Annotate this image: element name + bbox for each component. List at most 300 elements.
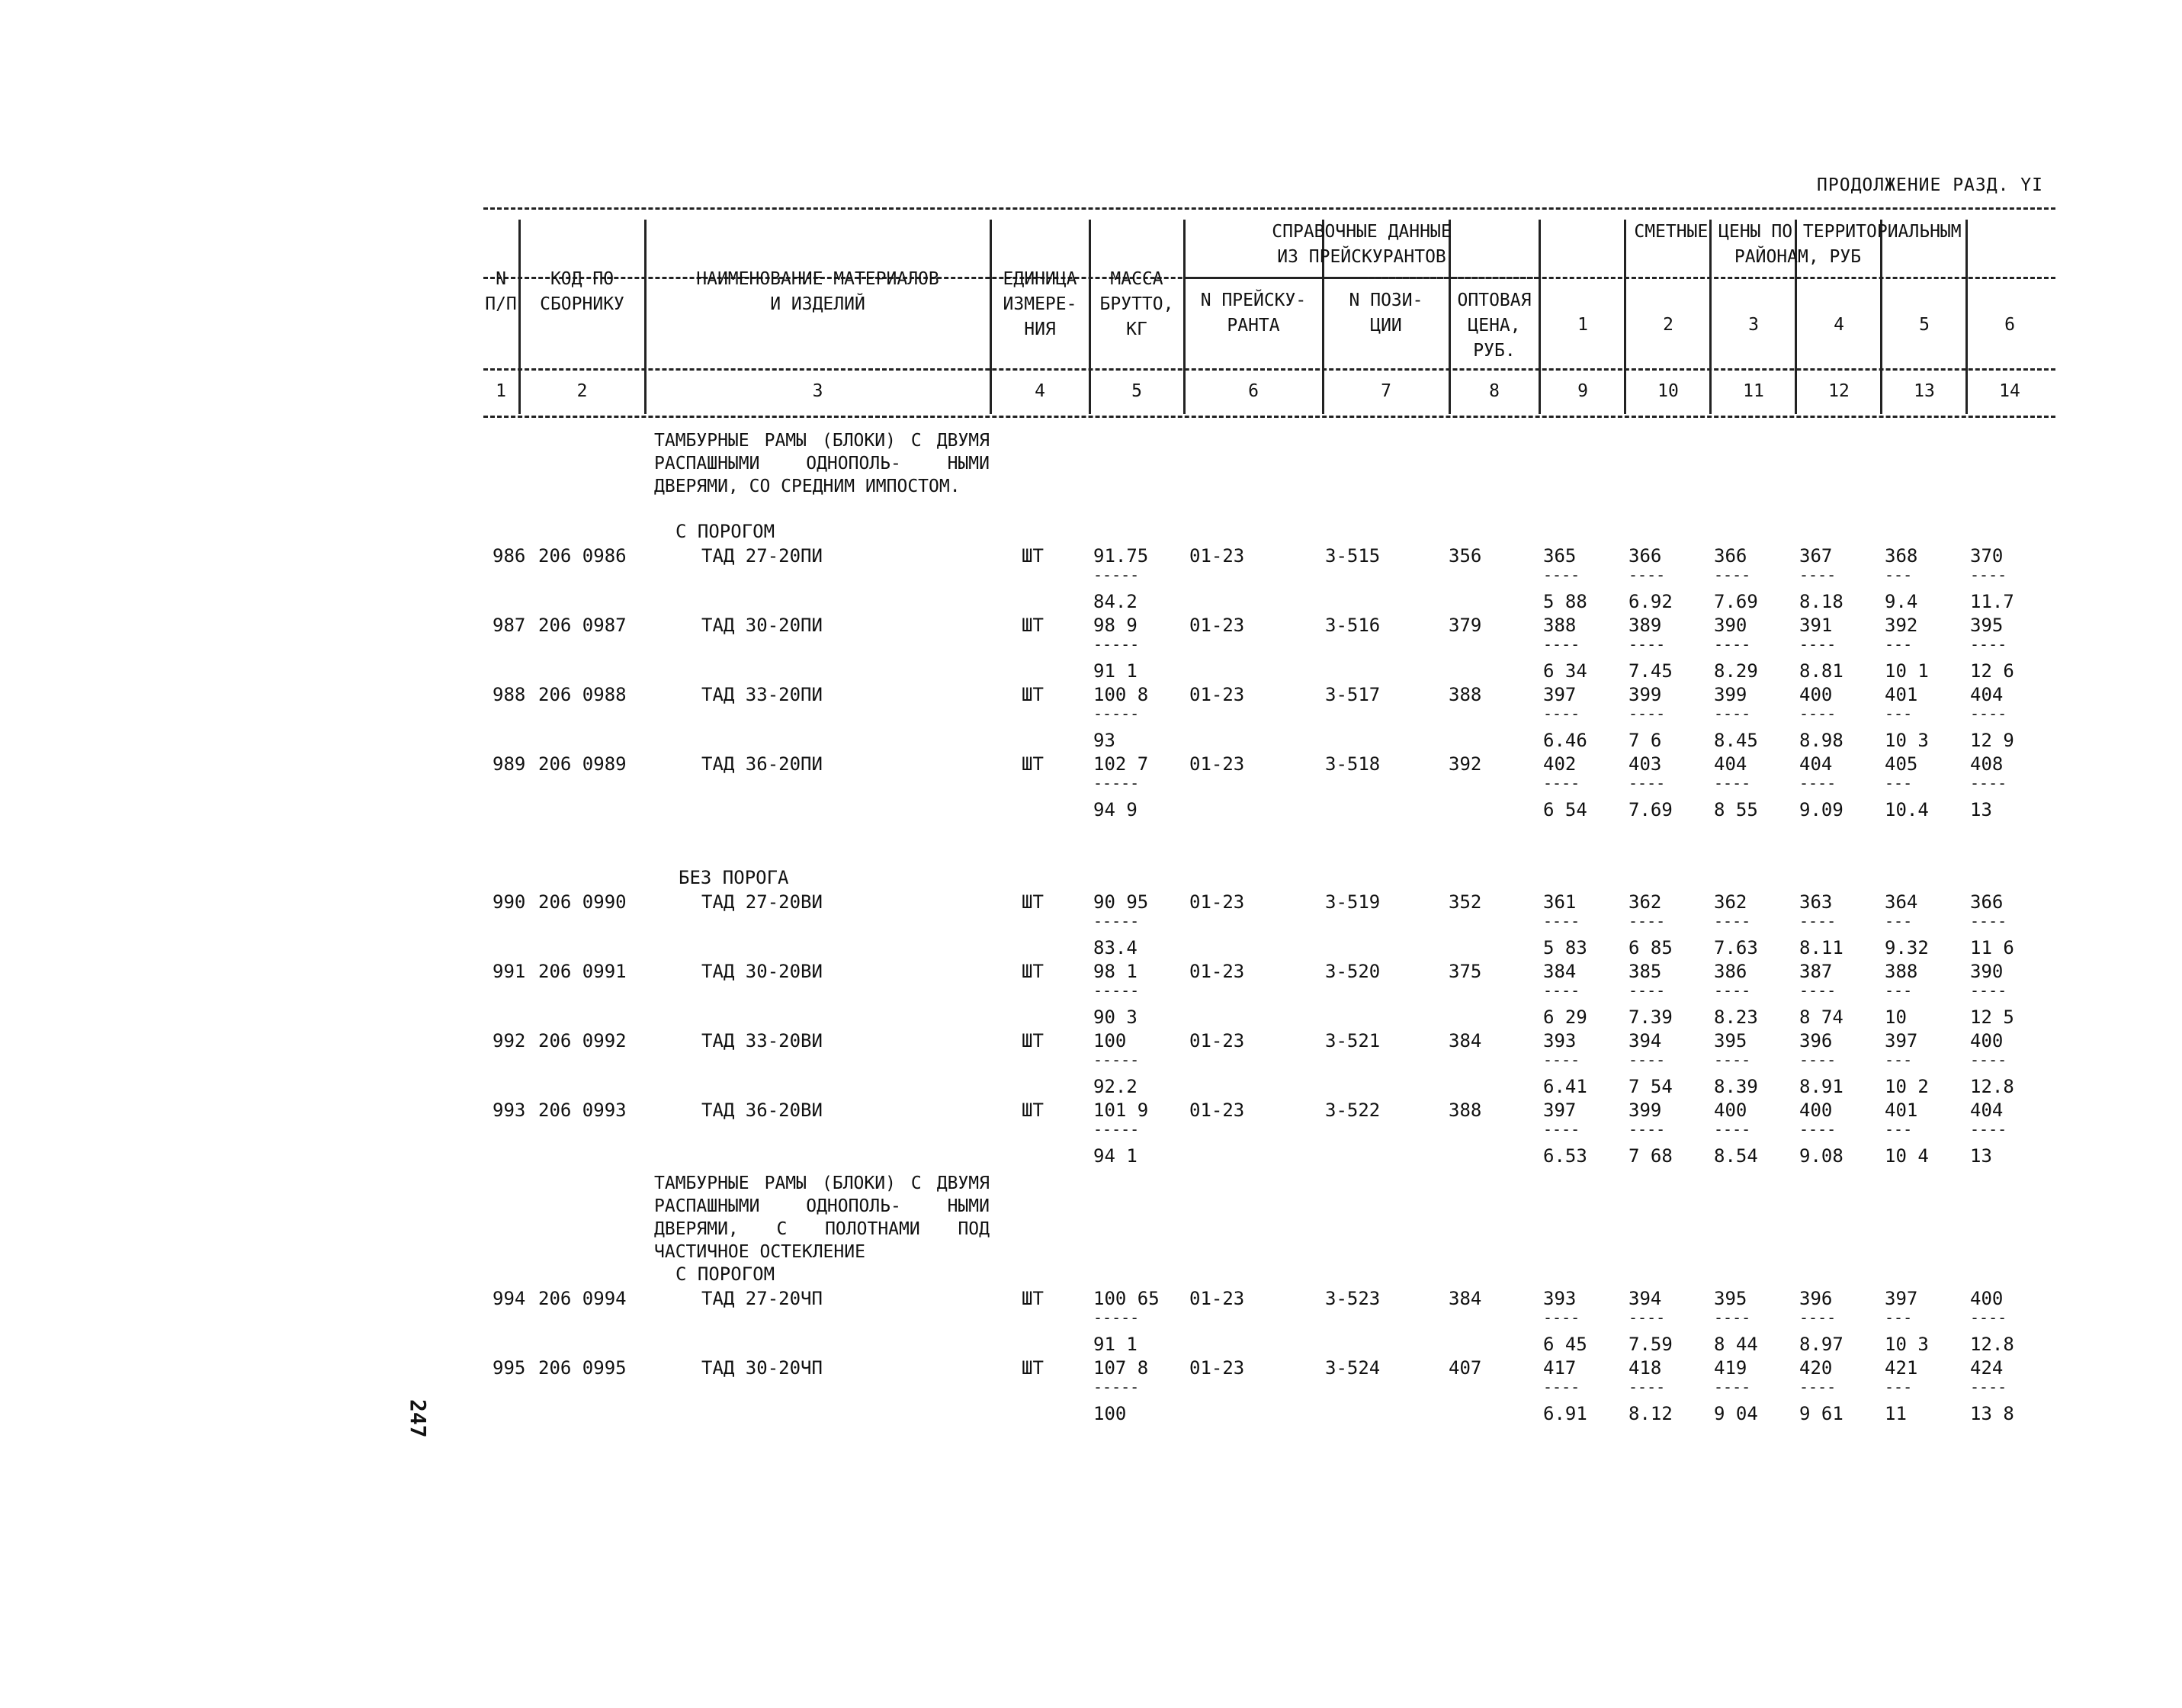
row-code: 206 0994 [538,1288,627,1309]
district-price-bottom: 8.54 [1714,1145,1758,1167]
district-price-bottom: 9.08 [1799,1145,1843,1167]
district-price-top: 384 [1543,961,1577,982]
district-price-top: 400 [1970,1030,2004,1051]
row-price: 384 [1449,1030,1482,1051]
district-price-bottom: 12 5 [1970,1006,2014,1028]
page-number: 247 [406,1399,431,1438]
district-price-bottom: 7 6 [1628,730,1662,751]
district-divider: ---- [1799,981,1837,1000]
row-unit: ШТ [1022,545,1044,567]
district-price-bottom: 10 [1885,1006,1907,1028]
district-divider: ---- [1970,1308,2007,1327]
district-divider: ---- [1714,912,1751,930]
row-price: 352 [1449,891,1482,913]
district-price-bottom: 6 34 [1543,660,1587,682]
district-divider: ---- [1628,1308,1666,1327]
district-divider: ---- [1628,774,1666,792]
row-position: 3-520 [1325,961,1381,982]
district-price-bottom: 9 61 [1799,1403,1843,1424]
row-position: 3-524 [1325,1357,1381,1379]
district-price-bottom: 7.69 [1714,591,1758,612]
col-header-district: 2 [1663,315,1673,335]
district-price-top: 388 [1885,961,1918,982]
district-price-top: 403 [1628,753,1662,775]
row-code: 206 0990 [538,891,627,913]
row-name: ТАД 30-20ПИ [701,615,823,636]
district-divider: --- [1885,566,1913,584]
row-code: 206 0993 [538,1100,627,1121]
district-divider: ---- [1799,566,1837,584]
row-name: ТАД 33-20ПИ [701,684,823,705]
col-header-mass: МАССА БРУТТО, КГ [1099,269,1174,339]
district-divider: ---- [1970,1120,2007,1138]
row-mass-top: 107 8 [1093,1357,1149,1379]
row-name: ТАД 30-20ЧП [701,1357,823,1379]
district-divider: ---- [1970,1378,2007,1396]
row-pricelist: 01-23 [1189,1357,1245,1379]
district-price-top: 366 [1714,545,1747,567]
section-title: ТАМБУРНЫЕ РАМЫ (БЛОКИ) С ДВУМЯ РАСПАШНЫМИ ОДНОПОЛЬ- НЫМИ ДВЕРЯМИ, СО СРЕДНИМ ИМПОСТОМ. [654,431,990,496]
row-position: 3-515 [1325,545,1381,567]
district-divider: ---- [1714,1308,1751,1327]
mass-divider: ----- [1093,705,1140,723]
column-number: 8 [1489,381,1500,401]
row-number: 989 [493,753,526,775]
district-price-top: 393 [1543,1288,1577,1309]
row-mass-top: 90 95 [1093,891,1149,913]
district-price-top: 365 [1543,545,1577,567]
district-price-top: 394 [1628,1030,1662,1051]
district-price-top: 400 [1799,684,1833,705]
district-divider: ---- [1628,705,1666,723]
row-number: 988 [493,684,526,705]
row-price: 384 [1449,1288,1482,1309]
district-price-bottom: 5 88 [1543,591,1587,612]
row-mass-bottom: 100 [1093,1403,1127,1424]
row-mass-top: 100 [1093,1030,1127,1051]
district-price-top: 397 [1543,684,1577,705]
row-name: ТАД 36-20ПИ [701,753,823,775]
district-price-top: 404 [1970,1100,2004,1121]
row-position: 3-519 [1325,891,1381,913]
district-price-bottom: 8.29 [1714,660,1758,682]
column-number: 4 [1035,381,1045,401]
district-price-bottom: 8.81 [1799,660,1843,682]
district-price-bottom: 6 54 [1543,799,1587,820]
row-number: 993 [493,1100,526,1121]
district-divider: ---- [1543,705,1580,723]
row-mass-bottom: 93 [1093,730,1115,751]
district-price-top: 421 [1885,1357,1918,1379]
district-price-top: 388 [1543,615,1577,636]
row-position: 3-517 [1325,684,1381,705]
row-price: 392 [1449,753,1482,775]
district-divider: ---- [1799,774,1837,792]
col-header-district: 1 [1577,315,1588,335]
mass-divider: ----- [1093,1378,1140,1396]
district-price-top: 397 [1885,1030,1918,1051]
row-position: 3-518 [1325,753,1381,775]
col-header-n: N П/П [485,269,517,314]
district-price-bottom: 12 6 [1970,660,2014,682]
district-price-bottom: 7.59 [1628,1334,1673,1355]
subsection-title: С ПОРОГОМ [675,1263,775,1285]
district-price-bottom: 12 9 [1970,730,2014,751]
district-price-bottom: 6.46 [1543,730,1587,751]
district-divider: ---- [1714,981,1751,1000]
district-price-bottom: 8.39 [1714,1076,1758,1097]
col-header-district: 4 [1834,315,1844,335]
district-price-bottom: 13 [1970,799,1992,820]
district-divider: ---- [1628,566,1666,584]
row-number: 986 [493,545,526,567]
district-price-bottom: 6.53 [1543,1145,1587,1167]
district-divider: ---- [1543,1051,1580,1069]
district-price-top: 397 [1543,1100,1577,1121]
mass-divider: ----- [1093,1051,1140,1069]
row-mass-bottom: 92.2 [1093,1076,1138,1097]
district-price-top: 397 [1885,1288,1918,1309]
column-number: 1 [496,381,506,401]
column-number: 12 [1828,381,1850,401]
row-name: ТАД 27-20ВИ [701,891,823,913]
column-number: 11 [1743,381,1764,401]
district-price-top: 387 [1799,961,1833,982]
row-name: ТАД 27-20ЧП [701,1288,823,1309]
district-divider: ---- [1970,912,2007,930]
district-price-bottom: 10 4 [1885,1145,1929,1167]
district-price-bottom: 12.8 [1970,1334,2014,1355]
district-price-top: 389 [1628,615,1662,636]
mass-divider: ----- [1093,981,1140,1000]
district-price-bottom: 8.23 [1714,1006,1758,1028]
district-price-top: 362 [1628,891,1662,913]
district-price-bottom: 9.09 [1799,799,1843,820]
row-mass-bottom: 83.4 [1093,937,1138,958]
col-header-wholesale: ОПТОВАЯ ЦЕНА, РУБ. [1457,291,1532,361]
district-divider: ---- [1714,774,1751,792]
row-number: 992 [493,1030,526,1051]
district-price-top: 400 [1799,1100,1833,1121]
district-divider: ---- [1714,635,1751,653]
district-divider: ---- [1543,1120,1580,1138]
row-number: 990 [493,891,526,913]
row-mass-bottom: 90 3 [1093,1006,1138,1028]
row-price: 388 [1449,1100,1482,1121]
district-price-bottom: 6 29 [1543,1006,1587,1028]
row-pricelist: 01-23 [1189,1288,1245,1309]
district-price-top: 399 [1628,1100,1662,1121]
district-divider: ---- [1714,566,1751,584]
district-price-top: 396 [1799,1288,1833,1309]
district-divider: ---- [1543,774,1580,792]
district-divider: --- [1885,1308,1913,1327]
row-unit: ШТ [1022,1357,1044,1379]
district-divider: ---- [1714,1051,1751,1069]
row-mass-bottom: 94 1 [1093,1145,1138,1167]
district-price-top: 366 [1628,545,1662,567]
district-price-bottom: 7.69 [1628,799,1673,820]
district-price-bottom: 8.12 [1628,1403,1673,1424]
district-divider: ---- [1799,912,1837,930]
row-mass-bottom: 91 1 [1093,1334,1138,1355]
district-divider: --- [1885,705,1913,723]
row-number: 994 [493,1288,526,1309]
district-price-bottom: 6.92 [1628,591,1673,612]
row-pricelist: 01-23 [1189,961,1245,982]
column-number: 14 [1999,381,2020,401]
district-divider: --- [1885,912,1913,930]
row-position: 3-523 [1325,1288,1381,1309]
row-price: 388 [1449,684,1482,705]
district-divider: ---- [1543,566,1580,584]
col-header-district: 5 [1919,315,1930,335]
district-divider: ---- [1543,981,1580,1000]
row-pricelist: 01-23 [1189,615,1245,636]
district-price-top: 395 [1714,1030,1747,1051]
district-price-top: 404 [1970,684,2004,705]
row-pricelist: 01-23 [1189,545,1245,567]
district-divider: ---- [1714,1378,1751,1396]
district-divider: ---- [1628,1378,1666,1396]
district-price-top: 401 [1885,684,1918,705]
section-title: ТАМБУРНЫЕ РАМЫ (БЛОКИ) С ДВУМЯ РАСПАШНЫМИ ОДНОПОЛЬ- НЫМИ ДВЕРЯМИ, С ПОЛОТНАМИ ПОД ЧАСТИЧНОЕ ОСТЕКЛЕНИЕ [654,1173,990,1262]
district-price-top: 363 [1799,891,1833,913]
district-price-top: 420 [1799,1357,1833,1379]
row-unit: ШТ [1022,684,1044,705]
subsection-title: С ПОРОГОМ [675,521,775,542]
district-price-top: 424 [1970,1357,2004,1379]
district-price-bottom: 13 [1970,1145,1992,1167]
district-price-top: 366 [1970,891,2004,913]
district-price-bottom: 11 6 [1970,937,2014,958]
row-position: 3-521 [1325,1030,1381,1051]
row-position: 3-516 [1325,615,1381,636]
district-divider: ---- [1543,1308,1580,1327]
row-mass-top: 91.75 [1093,545,1149,567]
district-price-top: 419 [1714,1357,1747,1379]
district-price-top: 395 [1714,1288,1747,1309]
mass-divider: ----- [1093,1120,1140,1138]
row-unit: ШТ [1022,1100,1044,1121]
col-header-est-group: СМЕТНЫЕ ЦЕНЫ ПО ТЕРРИТОРИАЛЬНЫМ РАЙОНАМ, РУБ [1634,222,1962,267]
district-price-bottom: 6.41 [1543,1076,1587,1097]
district-price-top: 400 [1970,1288,2004,1309]
district-divider: ---- [1628,1051,1666,1069]
row-mass-top: 98 1 [1093,961,1138,982]
district-price-bottom: 8.45 [1714,730,1758,751]
district-price-top: 364 [1885,891,1918,913]
district-price-bottom: 10 2 [1885,1076,1929,1097]
row-number: 995 [493,1357,526,1379]
district-divider: --- [1885,1051,1913,1069]
district-divider: ---- [1799,1308,1837,1327]
district-price-bottom: 8.11 [1799,937,1843,958]
row-name: ТАД 36-20ВИ [701,1100,823,1121]
district-divider: ---- [1799,705,1837,723]
mass-divider: ----- [1093,1308,1140,1327]
row-mass-bottom: 84.2 [1093,591,1138,612]
district-divider: ---- [1799,1120,1837,1138]
row-number: 991 [493,961,526,982]
district-price-top: 418 [1628,1357,1662,1379]
table-rule [483,207,2055,210]
district-price-top: 370 [1970,545,2004,567]
column-number: 10 [1657,381,1679,401]
district-price-bottom: 13 8 [1970,1403,2014,1424]
district-price-bottom: 8 74 [1799,1006,1843,1028]
district-divider: --- [1885,1378,1913,1396]
district-divider: ---- [1970,705,2007,723]
row-unit: ШТ [1022,1030,1044,1051]
district-price-top: 399 [1714,684,1747,705]
column-number: 13 [1914,381,1935,401]
row-number: 987 [493,615,526,636]
district-price-bottom: 10 1 [1885,660,1929,682]
row-unit: ШТ [1022,615,1044,636]
district-price-bottom: 11.7 [1970,591,2014,612]
district-price-bottom: 8 55 [1714,799,1758,820]
district-price-bottom: 6.91 [1543,1403,1587,1424]
col-header-position: N ПОЗИ- ЦИИ [1349,291,1423,336]
row-mass-bottom: 91 1 [1093,660,1138,682]
district-price-top: 404 [1714,753,1747,775]
mass-divider: ----- [1093,912,1140,930]
district-price-top: 402 [1543,753,1577,775]
subsection-title: БЕЗ ПОРОГА [679,867,789,888]
district-divider: --- [1885,1120,1913,1138]
row-mass-top: 102 7 [1093,753,1149,775]
district-price-bottom: 7 54 [1628,1076,1673,1097]
district-price-top: 390 [1714,615,1747,636]
district-divider: ---- [1543,1378,1580,1396]
district-price-bottom: 12.8 [1970,1076,2014,1097]
row-price: 375 [1449,961,1482,982]
row-pricelist: 01-23 [1189,684,1245,705]
row-mass-top: 100 65 [1093,1288,1160,1309]
district-price-top: 408 [1970,753,2004,775]
district-price-top: 401 [1885,1100,1918,1121]
row-mass-top: 101 9 [1093,1100,1149,1121]
district-price-top: 390 [1970,961,2004,982]
district-price-bottom: 6 85 [1628,937,1673,958]
column-number: 7 [1381,381,1391,401]
mass-divider: ----- [1093,635,1140,653]
district-divider: ---- [1799,1051,1837,1069]
district-price-bottom: 8 44 [1714,1334,1758,1355]
district-price-bottom: 8.97 [1799,1334,1843,1355]
district-price-bottom: 8.91 [1799,1076,1843,1097]
row-pricelist: 01-23 [1189,1030,1245,1051]
row-mass-bottom: 94 9 [1093,799,1138,820]
district-price-bottom: 7.63 [1714,937,1758,958]
mass-divider: ----- [1093,566,1140,584]
district-price-top: 385 [1628,961,1662,982]
district-price-top: 393 [1543,1030,1577,1051]
col-header-ref-group: СПРАВОЧНЫЕ ДАННЫЕ ИЗ ПРЕЙСКУРАНТОВ [1272,222,1452,267]
district-divider: ---- [1970,635,2007,653]
column-number: 5 [1131,381,1142,401]
district-divider: ---- [1543,635,1580,653]
district-divider: --- [1885,981,1913,1000]
district-divider: ---- [1970,774,2007,792]
row-price: 407 [1449,1357,1482,1379]
district-divider: ---- [1970,981,2007,1000]
col-header-district: 6 [2004,315,2015,335]
district-price-top: 367 [1799,545,1833,567]
district-divider: ---- [1628,981,1666,1000]
row-unit: ШТ [1022,891,1044,913]
district-price-top: 361 [1543,891,1577,913]
district-price-bottom: 11 [1885,1403,1907,1424]
district-divider: ---- [1799,1378,1837,1396]
district-price-top: 392 [1885,615,1918,636]
row-code: 206 0988 [538,684,627,705]
row-mass-top: 98 9 [1093,615,1138,636]
row-code: 206 0989 [538,753,627,775]
row-price: 379 [1449,615,1482,636]
district-price-bottom: 10.4 [1885,799,1929,820]
district-price-bottom: 9.4 [1885,591,1918,612]
district-divider: --- [1885,774,1913,792]
column-number: 3 [812,381,823,401]
district-divider: ---- [1628,912,1666,930]
district-price-bottom: 7.45 [1628,660,1673,682]
district-price-top: 394 [1628,1288,1662,1309]
district-price-bottom: 7 68 [1628,1145,1673,1167]
row-code: 206 0991 [538,961,627,982]
row-price: 356 [1449,545,1482,567]
row-name: ТАД 27-20ПИ [701,545,823,567]
col-header-name: НАИМЕНОВАНИЕ МАТЕРИАЛОВ И ИЗДЕЛИЙ [696,269,939,314]
row-code: 206 0986 [538,545,627,567]
district-price-top: 417 [1543,1357,1577,1379]
district-price-bottom: 10 3 [1885,730,1929,751]
district-divider: ---- [1970,566,2007,584]
district-price-bottom: 8.98 [1799,730,1843,751]
row-pricelist: 01-23 [1189,1100,1245,1121]
district-price-bottom: 8.18 [1799,591,1843,612]
row-code: 206 0995 [538,1357,627,1379]
table-rule [483,368,2055,371]
row-code: 206 0987 [538,615,627,636]
row-unit: ШТ [1022,961,1044,982]
district-price-bottom: 9.32 [1885,937,1929,958]
district-price-top: 396 [1799,1030,1833,1051]
column-number: 6 [1248,381,1259,401]
col-header-pricelist: N ПРЕЙСКУ- РАНТА [1200,291,1307,336]
district-divider: --- [1885,635,1913,653]
district-price-bottom: 10 3 [1885,1334,1929,1355]
row-pricelist: 01-23 [1189,753,1245,775]
district-price-top: 395 [1970,615,2004,636]
col-header-district: 3 [1748,315,1759,335]
district-price-top: 386 [1714,961,1747,982]
district-price-top: 400 [1714,1100,1747,1121]
district-divider: ---- [1714,1120,1751,1138]
district-divider: ---- [1714,705,1751,723]
district-price-bottom: 7.39 [1628,1006,1673,1028]
district-price-bottom: 6 45 [1543,1334,1587,1355]
district-price-top: 391 [1799,615,1833,636]
row-code: 206 0992 [538,1030,627,1051]
table-rule [1188,277,1539,279]
district-price-top: 399 [1628,684,1662,705]
district-divider: ---- [1799,635,1837,653]
row-pricelist: 01-23 [1189,891,1245,913]
district-divider: ---- [1628,635,1666,653]
mass-divider: ----- [1093,774,1140,792]
